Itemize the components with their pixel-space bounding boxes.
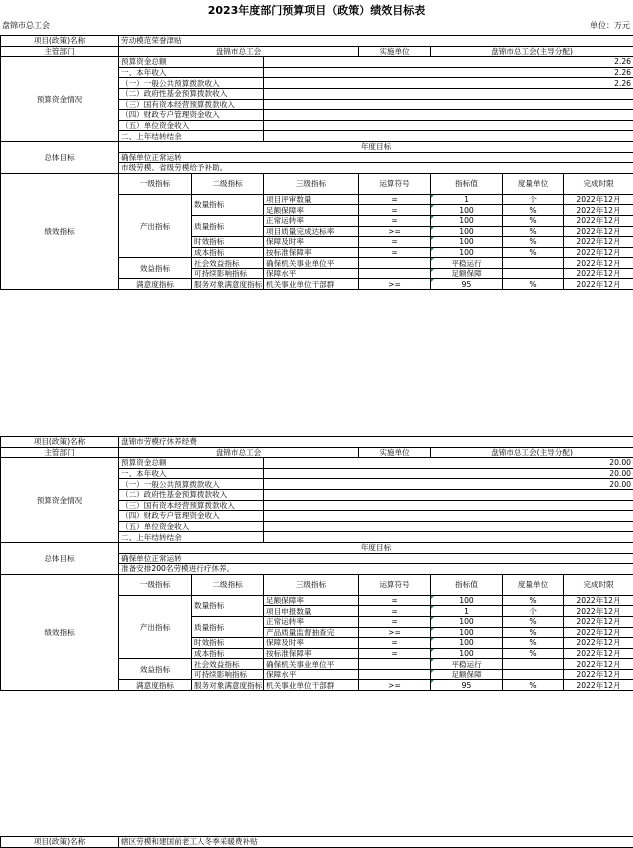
indicator-l2: 数量指标 bbox=[192, 194, 264, 215]
indicator-value: 100 bbox=[431, 226, 503, 237]
fund-row-value bbox=[264, 500, 633, 511]
fund-row-label: （一）一般公共预算拨款收入 bbox=[119, 479, 264, 490]
fund-row-label: 一、本年收入 bbox=[119, 67, 264, 78]
indicator-deadline: 2022年12月 bbox=[564, 205, 633, 216]
dept-label: 主管部门 bbox=[1, 46, 119, 57]
indicator-unit: % bbox=[503, 215, 564, 226]
header-op: 运算符号 bbox=[359, 574, 431, 595]
indicator-l2: 社会效益指标 bbox=[192, 258, 264, 269]
goal-line-1: 确保单位正常运转 bbox=[119, 152, 633, 163]
indicator-op: >= bbox=[359, 680, 431, 691]
project-table bbox=[0, 436, 633, 691]
project-name-value: 盘锦市劳模疗休养经费 bbox=[119, 437, 633, 448]
dept-label: 主管部门 bbox=[1, 447, 119, 458]
indicator-l1: 产出指标 bbox=[119, 595, 192, 659]
indicator-l2: 时效指标 bbox=[192, 237, 264, 248]
indicator-unit: % bbox=[503, 616, 564, 627]
indicator-l3: 按标准保障率 bbox=[264, 648, 359, 659]
indicator-l2: 成本指标 bbox=[192, 648, 264, 659]
indicator-value: 1 bbox=[431, 194, 503, 205]
fund-row-value bbox=[264, 88, 633, 99]
indicator-value: 100 bbox=[431, 595, 503, 606]
overall-goal-label: 总体目标 bbox=[1, 542, 119, 574]
indicator-op: = bbox=[359, 205, 431, 216]
indicator-l3: 产品质量监督抽查完 bbox=[264, 627, 359, 638]
indicator-l1: 满意度指标 bbox=[119, 680, 192, 691]
indicator-op: >= bbox=[359, 627, 431, 638]
project-name-label: 项目(政策)名称 bbox=[1, 437, 119, 448]
fund-row-label: （二）政府性基金预算拨款收入 bbox=[119, 88, 264, 99]
indicator-unit: % bbox=[503, 627, 564, 638]
indicator-l2: 可持续影响指标 bbox=[192, 669, 264, 680]
goal-line-2: 准备安排200名劳模进行疗休养。 bbox=[119, 564, 633, 575]
indicator-deadline: 2022年12月 bbox=[564, 215, 633, 226]
fund-row-value: 2.26 bbox=[264, 57, 633, 68]
indicator-unit bbox=[503, 659, 564, 670]
perf-label: 绩效指标 bbox=[1, 574, 119, 690]
fund-row-value: 20.00 bbox=[264, 458, 633, 469]
fund-row-value bbox=[264, 131, 633, 142]
indicator-l2: 时效指标 bbox=[192, 638, 264, 649]
fund-row-label: 一、本年收入 bbox=[119, 468, 264, 479]
indicator-l3: 足额保障率 bbox=[264, 205, 359, 216]
indicator-value: 95 bbox=[431, 680, 503, 691]
indicator-l3: 项目质量完成达标率 bbox=[264, 226, 359, 237]
indicator-l3: 正常运转率 bbox=[264, 616, 359, 627]
fund-row-label: （四）财政专户管理资金收入 bbox=[119, 511, 264, 522]
indicator-value: 100 bbox=[431, 205, 503, 216]
unit-label: 单位：万元 bbox=[590, 21, 630, 30]
indicator-unit: % bbox=[503, 279, 564, 290]
dept-value: 盘锦市总工会 bbox=[119, 46, 359, 57]
fund-row-label: （三）国有资本经营预算拨款收入 bbox=[119, 500, 264, 511]
annual-goal-label: 年度目标 bbox=[119, 141, 633, 152]
fund-row-value bbox=[264, 511, 633, 522]
indicator-l3: 机关事业单位干部群 bbox=[264, 680, 359, 691]
fund-row-label: 预算资金总额 bbox=[119, 458, 264, 469]
indicator-l2: 质量指标 bbox=[192, 215, 264, 236]
indicator-unit bbox=[503, 268, 564, 279]
header-measure: 度量单位 bbox=[503, 173, 564, 194]
impl-unit-label: 实施单位 bbox=[359, 447, 431, 458]
indicator-op: >= bbox=[359, 226, 431, 237]
indicator-l1: 效益指标 bbox=[119, 258, 192, 279]
indicator-l3: 确保机关事业单位平 bbox=[264, 659, 359, 670]
fund-label: 预算资金情况 bbox=[1, 458, 119, 543]
indicator-l3: 机关事业单位干部群 bbox=[264, 279, 359, 290]
indicator-l1: 效益指标 bbox=[119, 659, 192, 680]
header-measure: 度量单位 bbox=[503, 574, 564, 595]
indicator-l2: 服务对象满意度指标 bbox=[192, 680, 264, 691]
project-name-label: 项目(政策)名称 bbox=[1, 837, 119, 848]
indicator-op bbox=[359, 258, 431, 269]
project-name-value: 劳动模范荣誉津贴 bbox=[119, 36, 633, 47]
project-table bbox=[0, 35, 633, 290]
overall-goal-label: 总体目标 bbox=[1, 141, 119, 173]
indicator-l2: 数量指标 bbox=[192, 595, 264, 616]
goal-line-1: 确保单位正常运转 bbox=[119, 553, 633, 564]
fund-row-value bbox=[264, 521, 633, 532]
fund-row-label: （四）财政专户管理资金收入 bbox=[119, 110, 264, 121]
indicator-value: 100 bbox=[431, 648, 503, 659]
indicator-deadline: 2022年12月 bbox=[564, 247, 633, 258]
indicator-op: = bbox=[359, 616, 431, 627]
header-l2: 二级指标 bbox=[192, 173, 264, 194]
indicator-unit: % bbox=[503, 237, 564, 248]
dept-value: 盘锦市总工会 bbox=[119, 447, 359, 458]
indicator-deadline: 2022年12月 bbox=[564, 194, 633, 205]
fund-row-value bbox=[264, 532, 633, 543]
header-op: 运算符号 bbox=[359, 173, 431, 194]
fund-row-value bbox=[264, 99, 633, 110]
fund-row-label: 二、上年结转结余 bbox=[119, 131, 264, 142]
fund-row-label: 预算资金总额 bbox=[119, 57, 264, 68]
indicator-l3: 确保机关事业单位平 bbox=[264, 258, 359, 269]
indicator-unit: 个 bbox=[503, 194, 564, 205]
indicator-unit: % bbox=[503, 205, 564, 216]
indicator-deadline: 2022年12月 bbox=[564, 226, 633, 237]
indicator-op: = bbox=[359, 648, 431, 659]
header-l2: 二级指标 bbox=[192, 574, 264, 595]
fund-label: 预算资金情况 bbox=[1, 57, 119, 142]
indicator-l3: 保障水平 bbox=[264, 669, 359, 680]
fund-row-value: 20.00 bbox=[264, 468, 633, 479]
indicator-l2: 社会效益指标 bbox=[192, 659, 264, 670]
indicator-l3: 项目申报数量 bbox=[264, 606, 359, 617]
org-name: 盘锦市总工会 bbox=[2, 21, 50, 30]
fund-row-value bbox=[264, 110, 633, 121]
indicator-value: 100 bbox=[431, 237, 503, 248]
indicator-l3: 项目评审数量 bbox=[264, 194, 359, 205]
indicator-unit: % bbox=[503, 226, 564, 237]
indicator-l3: 足额保障率 bbox=[264, 595, 359, 606]
fund-row-value bbox=[264, 120, 633, 131]
indicator-deadline: 2022年12月 bbox=[564, 237, 633, 248]
header-l1: 一级指标 bbox=[119, 574, 192, 595]
header-l3: 三级指标 bbox=[264, 173, 359, 194]
indicator-value: 平稳运行 bbox=[431, 659, 503, 670]
indicator-deadline: 2022年12月 bbox=[564, 279, 633, 290]
fund-row-value: 20.00 bbox=[264, 479, 633, 490]
fund-row-value bbox=[264, 489, 633, 500]
indicator-deadline: 2022年12月 bbox=[564, 638, 633, 649]
indicator-l1: 满意度指标 bbox=[119, 279, 192, 290]
indicator-op bbox=[359, 669, 431, 680]
project-name-value: 辖区劳模和建国前老工人冬季采暖费补贴 bbox=[119, 837, 633, 848]
indicator-op: = bbox=[359, 595, 431, 606]
indicator-l3: 保障及时率 bbox=[264, 237, 359, 248]
impl-unit-value: 盘锦市总工会(主导分配) bbox=[431, 46, 633, 57]
fund-row-label: （三）国有资本经营预算拨款收入 bbox=[119, 99, 264, 110]
indicator-value: 足额保障 bbox=[431, 268, 503, 279]
header-deadline: 完成时限 bbox=[564, 574, 633, 595]
indicator-unit: % bbox=[503, 247, 564, 258]
indicator-op bbox=[359, 659, 431, 670]
indicator-op: = bbox=[359, 638, 431, 649]
indicator-value: 足额保障 bbox=[431, 669, 503, 680]
impl-unit-value: 盘锦市总工会(主导分配) bbox=[431, 447, 633, 458]
fund-row-label: （一）一般公共预算拨款收入 bbox=[119, 78, 264, 89]
indicator-deadline: 2022年12月 bbox=[564, 268, 633, 279]
indicator-unit: % bbox=[503, 680, 564, 691]
perf-label: 绩效指标 bbox=[1, 173, 119, 289]
indicator-deadline: 2022年12月 bbox=[564, 595, 633, 606]
indicator-deadline: 2022年12月 bbox=[564, 659, 633, 670]
indicator-l3: 保障水平 bbox=[264, 268, 359, 279]
header-deadline: 完成时限 bbox=[564, 173, 633, 194]
header-val: 指标值 bbox=[431, 173, 503, 194]
page-title: 2023年度部门预算项目（政策）绩效目标表 bbox=[207, 4, 426, 17]
indicator-op bbox=[359, 268, 431, 279]
indicator-op: = bbox=[359, 237, 431, 248]
indicator-op: = bbox=[359, 215, 431, 226]
header-l3: 三级指标 bbox=[264, 574, 359, 595]
indicator-unit: % bbox=[503, 648, 564, 659]
indicator-l2: 服务对象满意度指标 bbox=[192, 279, 264, 290]
indicator-deadline: 2022年12月 bbox=[564, 680, 633, 691]
goal-line-2: 市级劳模、省级劳模给予补助。 bbox=[119, 163, 633, 174]
fund-row-label: （五）单位资金收入 bbox=[119, 521, 264, 532]
indicator-l3: 正常运转率 bbox=[264, 215, 359, 226]
indicator-unit: % bbox=[503, 638, 564, 649]
indicator-deadline: 2022年12月 bbox=[564, 627, 633, 638]
indicator-l3: 按标准保障率 bbox=[264, 247, 359, 258]
project-name-label: 项目(政策)名称 bbox=[1, 36, 119, 47]
fund-row-value: 2.26 bbox=[264, 67, 633, 78]
indicator-value: 100 bbox=[431, 616, 503, 627]
indicator-deadline: 2022年12月 bbox=[564, 616, 633, 627]
indicator-deadline: 2022年12月 bbox=[564, 648, 633, 659]
impl-unit-label: 实施单位 bbox=[359, 46, 431, 57]
indicator-deadline: 2022年12月 bbox=[564, 669, 633, 680]
indicator-l3: 保障及时率 bbox=[264, 638, 359, 649]
indicator-l1: 产出指标 bbox=[119, 194, 192, 258]
indicator-value: 95 bbox=[431, 279, 503, 290]
next-project-table bbox=[0, 836, 633, 848]
indicator-op: = bbox=[359, 606, 431, 617]
indicator-unit: % bbox=[503, 595, 564, 606]
indicator-value: 平稳运行 bbox=[431, 258, 503, 269]
indicator-deadline: 2022年12月 bbox=[564, 606, 633, 617]
indicator-op: = bbox=[359, 194, 431, 205]
header-l1: 一级指标 bbox=[119, 173, 192, 194]
fund-row-label: （五）单位资金收入 bbox=[119, 120, 264, 131]
indicator-l2: 质量指标 bbox=[192, 616, 264, 637]
indicator-deadline: 2022年12月 bbox=[564, 258, 633, 269]
indicator-unit: 个 bbox=[503, 606, 564, 617]
fund-row-label: （二）政府性基金预算拨款收入 bbox=[119, 489, 264, 500]
fund-row-label: 二、上年结转结余 bbox=[119, 532, 264, 543]
indicator-l2: 成本指标 bbox=[192, 247, 264, 258]
indicator-op: = bbox=[359, 247, 431, 258]
indicator-op: >= bbox=[359, 279, 431, 290]
indicator-unit bbox=[503, 669, 564, 680]
annual-goal-label: 年度目标 bbox=[119, 542, 633, 553]
indicator-value: 100 bbox=[431, 215, 503, 226]
indicator-value: 100 bbox=[431, 638, 503, 649]
header-val: 指标值 bbox=[431, 574, 503, 595]
indicator-value: 100 bbox=[431, 247, 503, 258]
indicator-value: 100 bbox=[431, 627, 503, 638]
indicator-l2: 可持续影响指标 bbox=[192, 268, 264, 279]
indicator-unit bbox=[503, 258, 564, 269]
indicator-value: 1 bbox=[431, 606, 503, 617]
fund-row-value: 2.26 bbox=[264, 78, 633, 89]
